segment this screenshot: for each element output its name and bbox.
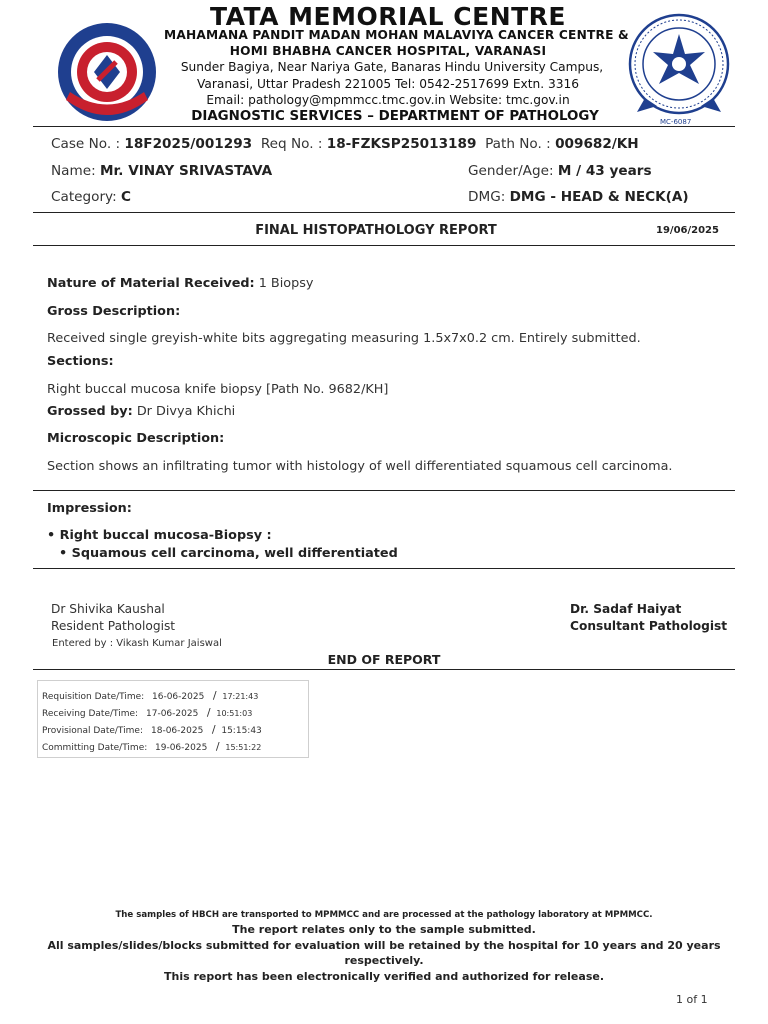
name-label: Name: (51, 163, 101, 179)
category-value: C (121, 189, 131, 205)
resident-role: Resident Pathologist (51, 619, 176, 633)
timestamp-time: 15:15:43 (221, 726, 262, 736)
microscopic-text: Section shows an infiltrating tumor with histology of well differentiated squamous cell carcinoma. (47, 459, 673, 474)
timestamps-box (37, 680, 309, 758)
timestamp-time: 15:51:22 (225, 743, 262, 752)
header-divider (33, 126, 735, 127)
footer-relates-note: The report relates only to the sample submitted. (232, 923, 536, 936)
nature-value: 1 Biopsy (254, 276, 314, 291)
req-no-label: Req No. : (260, 136, 327, 152)
timestamp-label: Receiving Date/Time: (42, 709, 139, 719)
path-no-value: 009682/KH (555, 136, 639, 152)
timestamp-time: 17:21:43 (222, 692, 259, 701)
path-no-label: Path No. : (485, 136, 556, 152)
category-label: Category: (51, 189, 122, 205)
nature-label: Nature of Material Received: (47, 276, 255, 291)
impression-subitem: • Squamous cell carcinoma, well differentiated (59, 546, 398, 561)
grossed-by (47, 404, 235, 419)
case-info-row (51, 136, 639, 152)
institution-title: TATA MEMORIAL CENTRE (209, 2, 567, 31)
signature-divider (33, 568, 735, 569)
timestamp-row (42, 740, 261, 753)
nature-of-material (47, 276, 313, 291)
consultant-name: Dr. Sadaf Haiyat (570, 602, 682, 616)
name-value: Mr. VINAY SRIVASTAVA (100, 163, 273, 179)
resident-name: Dr Shivika Kaushal (51, 602, 165, 616)
gender-value: M / 43 years (557, 163, 652, 179)
gender-label: Gender/Age: (468, 163, 558, 179)
case-no-value: 18F2025/001293 (124, 136, 253, 152)
timestamp-separator: / (211, 723, 216, 736)
department-title: DIAGNOSTIC SERVICES – DEPARTMENT OF PATHOLOGY (191, 109, 599, 124)
patient-name (51, 163, 272, 179)
accreditation-number: MC-6087 (660, 118, 692, 126)
mpmmcc-logo (54, 22, 160, 122)
dmg-label: DMG: (468, 189, 510, 205)
dmg-value: DMG - HEAD & NECK(A) (509, 189, 689, 205)
footer-verified-note: This report has been electronically verified and authorized for release. (163, 970, 605, 983)
entered-by: Entered by : Vikash Kumar Jaiswal (52, 638, 222, 649)
end-of-report: END OF REPORT (327, 652, 441, 667)
footer-retention-note-cont: respectively. (344, 954, 424, 967)
timestamp-date: 18-06-2025 (151, 726, 204, 736)
footer-retention-note: All samples/slides/blocks submitted for evaluation will be retained by the hospital for 10 years and 20 years (47, 939, 721, 952)
address-line2: Varanasi, Uttar Pradesh 221005 Tel: 0542-2517699 Extn. 3316 (196, 77, 580, 91)
case-no-label: Case No. : (51, 136, 125, 152)
contact-line: Email: pathology@mpmmcc.tmc.gov.in Website: tmc.gov.in (206, 93, 570, 107)
institution-line2: HOMI BHABHA CANCER HOSPITAL, VARANASI (229, 44, 547, 58)
timestamp-separator: / (212, 689, 217, 702)
dmg (468, 189, 689, 205)
timestamp-time: 10:51:03 (216, 709, 253, 718)
microscopic-heading: Microscopic Description: (47, 431, 225, 446)
impression-heading: Impression: (47, 501, 132, 516)
timestamp-label: Requisition Date/Time: (42, 692, 145, 702)
address-line1: Sunder Bagiya, Near Nariya Gate, Banaras Hindu University Campus, (180, 60, 604, 74)
timestamp-label: Provisional Date/Time: (42, 726, 143, 736)
timestamp-date: 17-06-2025 (146, 709, 199, 719)
impression-item: • Right buccal mucosa-Biopsy : (47, 528, 272, 543)
tmc-emblem (627, 12, 731, 120)
patient-divider (33, 212, 735, 213)
end-divider (33, 669, 735, 670)
report-date: 19/06/2025 (656, 225, 719, 236)
req-no-value: 18-FZKSP25013189 (326, 136, 477, 152)
timestamp-row (42, 706, 252, 719)
timestamp-row (42, 723, 262, 736)
sections-heading: Sections: (47, 354, 114, 369)
timestamp-date: 16-06-2025 (152, 692, 205, 702)
grossed-label: Grossed by: (47, 404, 133, 419)
impression-divider (33, 490, 735, 491)
sections-text: Right buccal mucosa knife biopsy [Path No. 9682/KH] (47, 382, 389, 397)
institution-line1: MAHAMANA PANDIT MADAN MOHAN MALAVIYA CANCER CENTRE & (164, 28, 629, 42)
timestamp-separator: / (215, 740, 220, 753)
timestamp-date: 19-06-2025 (155, 743, 208, 753)
timestamp-row (42, 689, 258, 702)
gross-text: Received single greyish-white bits aggregating measuring 1.5x7x0.2 cm. Entirely submitted. (47, 331, 641, 346)
title-divider (33, 245, 735, 246)
category (51, 189, 131, 205)
timestamp-separator: / (206, 706, 211, 719)
gross-heading: Gross Description: (47, 304, 181, 319)
consultant-role: Consultant Pathologist (570, 619, 728, 633)
page-number: 1 of 1 (676, 993, 708, 1006)
timestamp-label: Committing Date/Time: (42, 743, 148, 753)
report-title: FINAL HISTOPATHOLOGY REPORT (255, 223, 497, 238)
gender-age (468, 163, 652, 179)
grossed-value: Dr Divya Khichi (132, 404, 236, 419)
footer-transport-note: The samples of HBCH are transported to MPMMCC and are processed at the pathology laboratory at MPMMCC. (115, 910, 653, 920)
